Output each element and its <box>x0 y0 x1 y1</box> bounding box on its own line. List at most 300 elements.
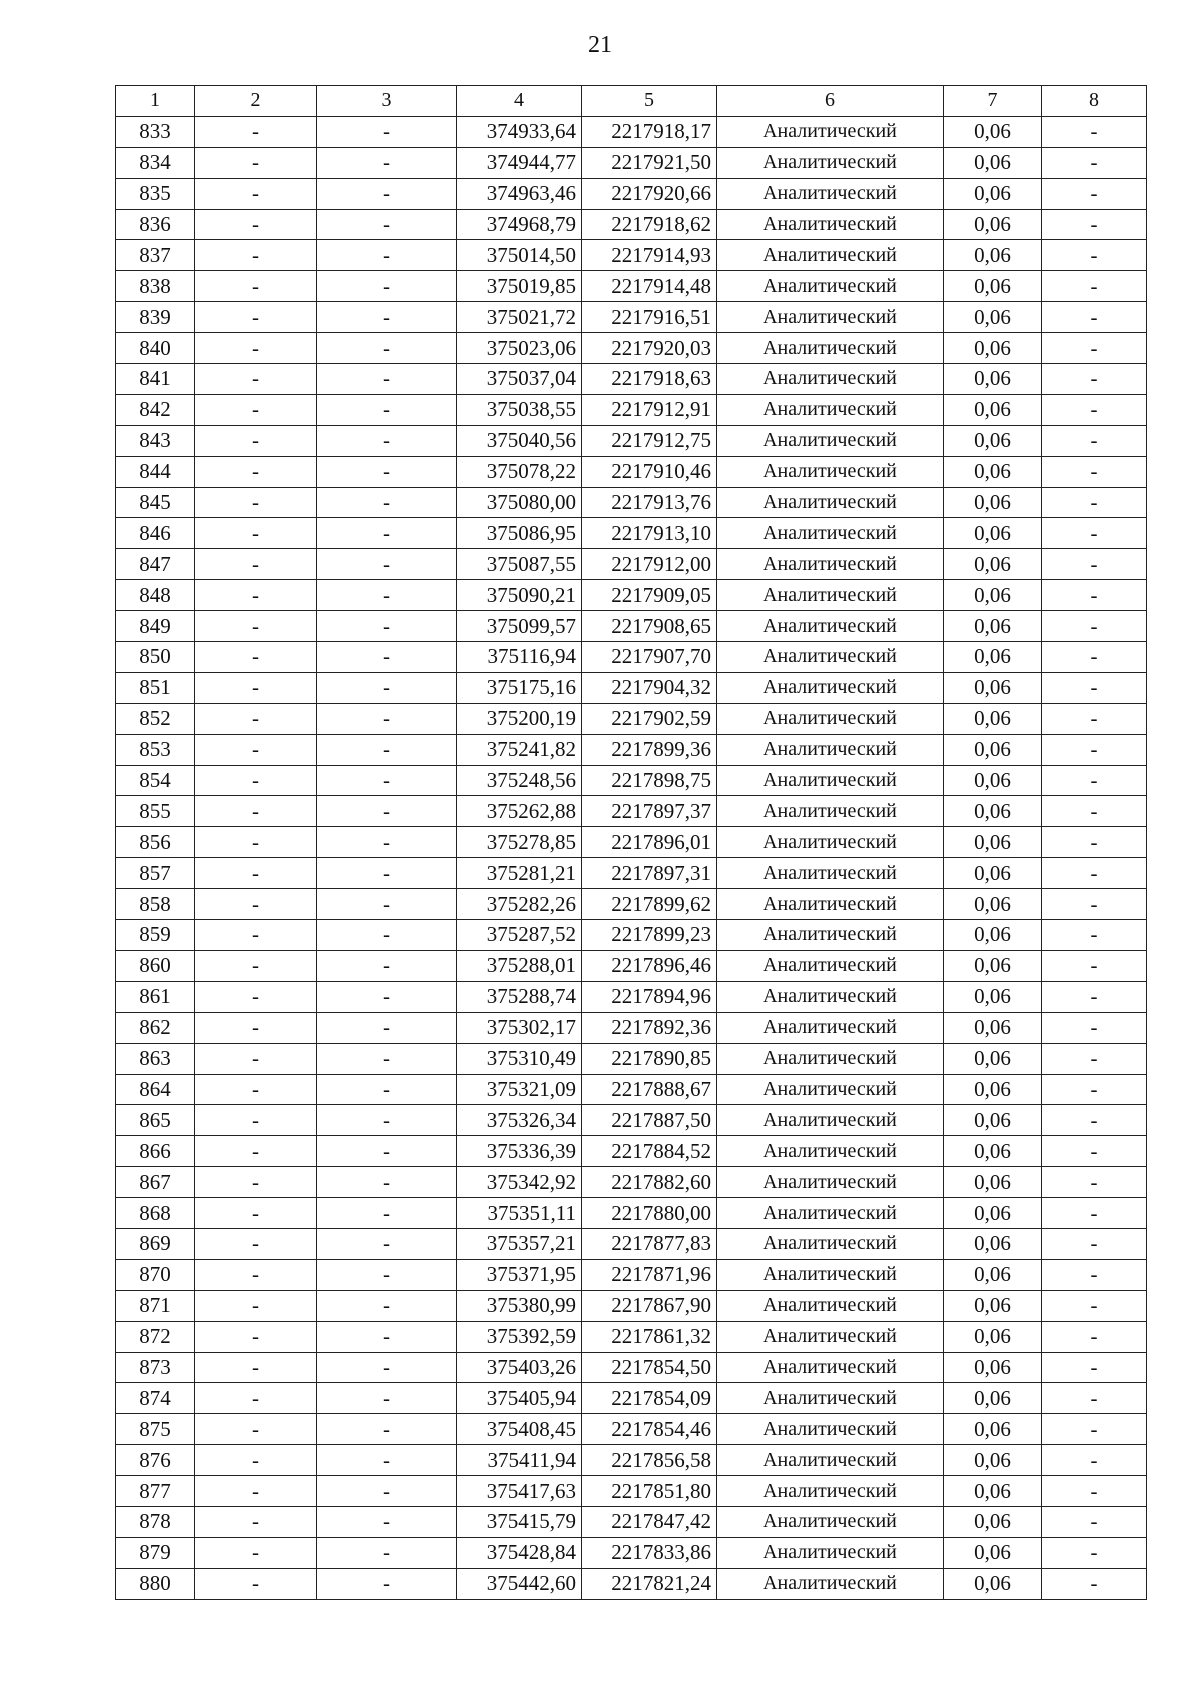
method-cell: Аналитический <box>717 1537 944 1568</box>
col3-cell: - <box>317 950 457 981</box>
table-row <box>116 950 1147 981</box>
point-number-cell: 837 <box>116 240 195 271</box>
y-coordinate-cell: 2217847,42 <box>582 1506 717 1537</box>
y-coordinate-cell: 2217918,63 <box>582 364 717 395</box>
col3-cell: - <box>317 1012 457 1043</box>
y-coordinate-cell: 2217909,05 <box>582 580 717 611</box>
col8-cell: - <box>1042 950 1147 981</box>
table-row <box>116 1290 1147 1321</box>
point-number-cell: 845 <box>116 487 195 518</box>
col2-cell: - <box>195 734 317 765</box>
method-cell: Аналитический <box>717 302 944 333</box>
y-coordinate-cell: 2217920,03 <box>582 333 717 364</box>
col8-cell: - <box>1042 271 1147 302</box>
accuracy-cell: 0,06 <box>944 1105 1042 1136</box>
point-number-cell: 857 <box>116 858 195 889</box>
col8-cell: - <box>1042 1537 1147 1568</box>
header-cell: 4 <box>457 86 582 117</box>
accuracy-cell: 0,06 <box>944 1259 1042 1290</box>
point-number-cell: 856 <box>116 827 195 858</box>
method-cell: Аналитический <box>717 1383 944 1414</box>
col8-cell: - <box>1042 549 1147 580</box>
col8-cell: - <box>1042 178 1147 209</box>
point-number-cell: 842 <box>116 394 195 425</box>
x-coordinate-cell: 375200,19 <box>457 703 582 734</box>
y-coordinate-cell: 2217914,48 <box>582 271 717 302</box>
method-cell: Аналитический <box>717 1198 944 1229</box>
col3-cell: - <box>317 1074 457 1105</box>
col2-cell: - <box>195 1321 317 1352</box>
method-cell: Аналитический <box>717 1414 944 1445</box>
accuracy-cell: 0,06 <box>944 642 1042 673</box>
point-number-cell: 858 <box>116 889 195 920</box>
accuracy-cell: 0,06 <box>944 240 1042 271</box>
y-coordinate-cell: 2217856,58 <box>582 1445 717 1476</box>
x-coordinate-cell: 375288,74 <box>457 981 582 1012</box>
x-coordinate-cell: 375417,63 <box>457 1476 582 1507</box>
col3-cell: - <box>317 302 457 333</box>
table-row <box>116 1074 1147 1105</box>
accuracy-cell: 0,06 <box>944 1228 1042 1259</box>
x-coordinate-cell: 375411,94 <box>457 1445 582 1476</box>
x-coordinate-cell: 375019,85 <box>457 271 582 302</box>
col3-cell: - <box>317 1290 457 1321</box>
col8-cell: - <box>1042 1352 1147 1383</box>
table-row <box>116 734 1147 765</box>
table-row <box>116 858 1147 889</box>
x-coordinate-cell: 375278,85 <box>457 827 582 858</box>
x-coordinate-cell: 375014,50 <box>457 240 582 271</box>
method-cell: Аналитический <box>717 1352 944 1383</box>
method-cell: Аналитический <box>717 889 944 920</box>
point-number-cell: 855 <box>116 796 195 827</box>
x-coordinate-cell: 375116,94 <box>457 642 582 673</box>
col8-cell: - <box>1042 1506 1147 1537</box>
x-coordinate-cell: 374933,64 <box>457 116 582 147</box>
col2-cell: - <box>195 549 317 580</box>
table-row <box>116 1352 1147 1383</box>
point-number-cell: 836 <box>116 209 195 240</box>
x-coordinate-cell: 375403,26 <box>457 1352 582 1383</box>
point-number-cell: 848 <box>116 580 195 611</box>
point-number-cell: 838 <box>116 271 195 302</box>
point-number-cell: 841 <box>116 364 195 395</box>
col8-cell: - <box>1042 1321 1147 1352</box>
col2-cell: - <box>195 1383 317 1414</box>
accuracy-cell: 0,06 <box>944 981 1042 1012</box>
accuracy-cell: 0,06 <box>944 364 1042 395</box>
col8-cell: - <box>1042 394 1147 425</box>
accuracy-cell: 0,06 <box>944 1476 1042 1507</box>
x-coordinate-cell: 375040,56 <box>457 425 582 456</box>
col8-cell: - <box>1042 981 1147 1012</box>
col3-cell: - <box>317 1537 457 1568</box>
col8-cell: - <box>1042 734 1147 765</box>
x-coordinate-cell: 374968,79 <box>457 209 582 240</box>
y-coordinate-cell: 2217898,75 <box>582 765 717 796</box>
method-cell: Аналитический <box>717 425 944 456</box>
y-coordinate-cell: 2217854,50 <box>582 1352 717 1383</box>
col2-cell: - <box>195 1414 317 1445</box>
col8-cell: - <box>1042 116 1147 147</box>
col8-cell: - <box>1042 1383 1147 1414</box>
col8-cell: - <box>1042 889 1147 920</box>
y-coordinate-cell: 2217877,83 <box>582 1228 717 1259</box>
col2-cell: - <box>195 1506 317 1537</box>
method-cell: Аналитический <box>717 456 944 487</box>
col2-cell: - <box>195 796 317 827</box>
col3-cell: - <box>317 147 457 178</box>
col3-cell: - <box>317 1198 457 1229</box>
method-cell: Аналитический <box>717 394 944 425</box>
table-row <box>116 518 1147 549</box>
col3-cell: - <box>317 703 457 734</box>
accuracy-cell: 0,06 <box>944 1167 1042 1198</box>
y-coordinate-cell: 2217897,31 <box>582 858 717 889</box>
x-coordinate-cell: 374944,77 <box>457 147 582 178</box>
x-coordinate-cell: 375380,99 <box>457 1290 582 1321</box>
col2-cell: - <box>195 302 317 333</box>
table-row <box>116 487 1147 518</box>
col8-cell: - <box>1042 1568 1147 1599</box>
col3-cell: - <box>317 1228 457 1259</box>
col8-cell: - <box>1042 1290 1147 1321</box>
method-cell: Аналитический <box>717 1445 944 1476</box>
table-row <box>116 1537 1147 1568</box>
y-coordinate-cell: 2217833,86 <box>582 1537 717 1568</box>
method-cell: Аналитический <box>717 178 944 209</box>
table-row <box>116 1506 1147 1537</box>
method-cell: Аналитический <box>717 1259 944 1290</box>
col8-cell: - <box>1042 1198 1147 1229</box>
accuracy-cell: 0,06 <box>944 858 1042 889</box>
col3-cell: - <box>317 333 457 364</box>
col3-cell: - <box>317 1445 457 1476</box>
accuracy-cell: 0,06 <box>944 333 1042 364</box>
point-number-cell: 876 <box>116 1445 195 1476</box>
col3-cell: - <box>317 1167 457 1198</box>
accuracy-cell: 0,06 <box>944 1352 1042 1383</box>
point-number-cell: 840 <box>116 333 195 364</box>
col2-cell: - <box>195 1105 317 1136</box>
point-number-cell: 846 <box>116 518 195 549</box>
col8-cell: - <box>1042 240 1147 271</box>
x-coordinate-cell: 375310,49 <box>457 1043 582 1074</box>
col8-cell: - <box>1042 765 1147 796</box>
col8-cell: - <box>1042 920 1147 951</box>
y-coordinate-cell: 2217867,90 <box>582 1290 717 1321</box>
x-coordinate-cell: 375087,55 <box>457 549 582 580</box>
col8-cell: - <box>1042 425 1147 456</box>
accuracy-cell: 0,06 <box>944 889 1042 920</box>
col8-cell: - <box>1042 147 1147 178</box>
x-coordinate-cell: 375321,09 <box>457 1074 582 1105</box>
y-coordinate-cell: 2217899,23 <box>582 920 717 951</box>
method-cell: Аналитический <box>717 858 944 889</box>
x-coordinate-cell: 375371,95 <box>457 1259 582 1290</box>
point-number-cell: 849 <box>116 611 195 642</box>
table-row <box>116 364 1147 395</box>
col3-cell: - <box>317 518 457 549</box>
col8-cell: - <box>1042 1043 1147 1074</box>
table-row <box>116 889 1147 920</box>
point-number-cell: 880 <box>116 1568 195 1599</box>
method-cell: Аналитический <box>717 1568 944 1599</box>
col2-cell: - <box>195 1136 317 1167</box>
point-number-cell: 852 <box>116 703 195 734</box>
x-coordinate-cell: 375302,17 <box>457 1012 582 1043</box>
table-row <box>116 209 1147 240</box>
accuracy-cell: 0,06 <box>944 271 1042 302</box>
col8-cell: - <box>1042 1414 1147 1445</box>
col2-cell: - <box>195 456 317 487</box>
col3-cell: - <box>317 611 457 642</box>
y-coordinate-cell: 2217914,93 <box>582 240 717 271</box>
table-row <box>116 1259 1147 1290</box>
method-cell: Аналитический <box>717 580 944 611</box>
col3-cell: - <box>317 889 457 920</box>
x-coordinate-cell: 375078,22 <box>457 456 582 487</box>
point-number-cell: 853 <box>116 734 195 765</box>
col3-cell: - <box>317 1506 457 1537</box>
table-row <box>116 580 1147 611</box>
table-row <box>116 333 1147 364</box>
col3-cell: - <box>317 487 457 518</box>
method-cell: Аналитический <box>717 116 944 147</box>
col3-cell: - <box>317 827 457 858</box>
x-coordinate-cell: 375405,94 <box>457 1383 582 1414</box>
x-coordinate-cell: 374963,46 <box>457 178 582 209</box>
table-row <box>116 1568 1147 1599</box>
col8-cell: - <box>1042 1476 1147 1507</box>
x-coordinate-cell: 375248,56 <box>457 765 582 796</box>
point-number-cell: 869 <box>116 1228 195 1259</box>
y-coordinate-cell: 2217888,67 <box>582 1074 717 1105</box>
x-coordinate-cell: 375037,04 <box>457 364 582 395</box>
method-cell: Аналитический <box>717 333 944 364</box>
x-coordinate-cell: 375281,21 <box>457 858 582 889</box>
point-number-cell: 851 <box>116 672 195 703</box>
point-number-cell: 873 <box>116 1352 195 1383</box>
col3-cell: - <box>317 425 457 456</box>
x-coordinate-cell: 375442,60 <box>457 1568 582 1599</box>
x-coordinate-cell: 375262,88 <box>457 796 582 827</box>
accuracy-cell: 0,06 <box>944 796 1042 827</box>
table-row <box>116 920 1147 951</box>
header-cell: 8 <box>1042 86 1147 117</box>
y-coordinate-cell: 2217920,66 <box>582 178 717 209</box>
accuracy-cell: 0,06 <box>944 672 1042 703</box>
table-row <box>116 827 1147 858</box>
accuracy-cell: 0,06 <box>944 518 1042 549</box>
point-number-cell: 875 <box>116 1414 195 1445</box>
x-coordinate-cell: 375408,45 <box>457 1414 582 1445</box>
y-coordinate-cell: 2217921,50 <box>582 147 717 178</box>
header-cell: 5 <box>582 86 717 117</box>
col3-cell: - <box>317 209 457 240</box>
table-row <box>116 1043 1147 1074</box>
y-coordinate-cell: 2217902,59 <box>582 703 717 734</box>
col2-cell: - <box>195 1537 317 1568</box>
method-cell: Аналитический <box>717 734 944 765</box>
accuracy-cell: 0,06 <box>944 1043 1042 1074</box>
col2-cell: - <box>195 703 317 734</box>
accuracy-cell: 0,06 <box>944 1290 1042 1321</box>
table-row <box>116 178 1147 209</box>
accuracy-cell: 0,06 <box>944 765 1042 796</box>
y-coordinate-cell: 2217884,52 <box>582 1136 717 1167</box>
method-cell: Аналитический <box>717 487 944 518</box>
col2-cell: - <box>195 1352 317 1383</box>
y-coordinate-cell: 2217910,46 <box>582 456 717 487</box>
col8-cell: - <box>1042 302 1147 333</box>
col2-cell: - <box>195 333 317 364</box>
col8-cell: - <box>1042 611 1147 642</box>
x-coordinate-cell: 375086,95 <box>457 518 582 549</box>
point-number-cell: 839 <box>116 302 195 333</box>
point-number-cell: 862 <box>116 1012 195 1043</box>
col2-cell: - <box>195 271 317 302</box>
col3-cell: - <box>317 1043 457 1074</box>
method-cell: Аналитический <box>717 920 944 951</box>
col2-cell: - <box>195 765 317 796</box>
col8-cell: - <box>1042 796 1147 827</box>
x-coordinate-cell: 375336,39 <box>457 1136 582 1167</box>
col3-cell: - <box>317 178 457 209</box>
col3-cell: - <box>317 734 457 765</box>
point-number-cell: 834 <box>116 147 195 178</box>
x-coordinate-cell: 375038,55 <box>457 394 582 425</box>
col2-cell: - <box>195 672 317 703</box>
x-coordinate-cell: 375357,21 <box>457 1228 582 1259</box>
table-row <box>116 796 1147 827</box>
accuracy-cell: 0,06 <box>944 1198 1042 1229</box>
col2-cell: - <box>195 425 317 456</box>
method-cell: Аналитический <box>717 1074 944 1105</box>
point-number-cell: 872 <box>116 1321 195 1352</box>
y-coordinate-cell: 2217894,96 <box>582 981 717 1012</box>
col2-cell: - <box>195 1074 317 1105</box>
point-number-cell: 861 <box>116 981 195 1012</box>
col8-cell: - <box>1042 1445 1147 1476</box>
point-number-cell: 835 <box>116 178 195 209</box>
col3-cell: - <box>317 1414 457 1445</box>
col3-cell: - <box>317 672 457 703</box>
point-number-cell: 863 <box>116 1043 195 1074</box>
header-cell: 6 <box>717 86 944 117</box>
y-coordinate-cell: 2217890,85 <box>582 1043 717 1074</box>
col2-cell: - <box>195 1445 317 1476</box>
header-cell: 1 <box>116 86 195 117</box>
x-coordinate-cell: 375021,72 <box>457 302 582 333</box>
x-coordinate-cell: 375023,06 <box>457 333 582 364</box>
col2-cell: - <box>195 611 317 642</box>
table-row <box>116 271 1147 302</box>
col2-cell: - <box>195 240 317 271</box>
col3-cell: - <box>317 1105 457 1136</box>
accuracy-cell: 0,06 <box>944 1136 1042 1167</box>
col2-cell: - <box>195 1012 317 1043</box>
y-coordinate-cell: 2217896,46 <box>582 950 717 981</box>
y-coordinate-cell: 2217887,50 <box>582 1105 717 1136</box>
accuracy-cell: 0,06 <box>944 950 1042 981</box>
y-coordinate-cell: 2217907,70 <box>582 642 717 673</box>
y-coordinate-cell: 2217821,24 <box>582 1568 717 1599</box>
accuracy-cell: 0,06 <box>944 1445 1042 1476</box>
y-coordinate-cell: 2217871,96 <box>582 1259 717 1290</box>
x-coordinate-cell: 375351,11 <box>457 1198 582 1229</box>
point-number-cell: 850 <box>116 642 195 673</box>
method-cell: Аналитический <box>717 1043 944 1074</box>
accuracy-cell: 0,06 <box>944 302 1042 333</box>
accuracy-cell: 0,06 <box>944 209 1042 240</box>
col2-cell: - <box>195 1228 317 1259</box>
accuracy-cell: 0,06 <box>944 827 1042 858</box>
table-row <box>116 1445 1147 1476</box>
method-cell: Аналитический <box>717 549 944 580</box>
col2-cell: - <box>195 1476 317 1507</box>
x-coordinate-cell: 375099,57 <box>457 611 582 642</box>
col2-cell: - <box>195 209 317 240</box>
accuracy-cell: 0,06 <box>944 425 1042 456</box>
y-coordinate-cell: 2217851,80 <box>582 1476 717 1507</box>
y-coordinate-cell: 2217854,46 <box>582 1414 717 1445</box>
method-cell: Аналитический <box>717 1105 944 1136</box>
point-number-cell: 866 <box>116 1136 195 1167</box>
col3-cell: - <box>317 796 457 827</box>
y-coordinate-cell: 2217916,51 <box>582 302 717 333</box>
point-number-cell: 870 <box>116 1259 195 1290</box>
method-cell: Аналитический <box>717 796 944 827</box>
header-cell: 3 <box>317 86 457 117</box>
point-number-cell: 859 <box>116 920 195 951</box>
table-row <box>116 981 1147 1012</box>
table-body <box>116 86 1147 1600</box>
method-cell: Аналитический <box>717 1476 944 1507</box>
col2-cell: - <box>195 889 317 920</box>
col8-cell: - <box>1042 209 1147 240</box>
accuracy-cell: 0,06 <box>944 116 1042 147</box>
table-row <box>116 1105 1147 1136</box>
header-cell: 2 <box>195 86 317 117</box>
coordinates-table <box>115 85 1147 1600</box>
col8-cell: - <box>1042 333 1147 364</box>
col2-cell: - <box>195 364 317 395</box>
col2-cell: - <box>195 1290 317 1321</box>
col2-cell: - <box>195 920 317 951</box>
accuracy-cell: 0,06 <box>944 1012 1042 1043</box>
x-coordinate-cell: 375326,34 <box>457 1105 582 1136</box>
table-header-row <box>116 86 1147 117</box>
point-number-cell: 847 <box>116 549 195 580</box>
col8-cell: - <box>1042 858 1147 889</box>
table-row <box>116 1414 1147 1445</box>
table-row <box>116 1167 1147 1198</box>
col3-cell: - <box>317 920 457 951</box>
table-row <box>116 1321 1147 1352</box>
y-coordinate-cell: 2217918,17 <box>582 116 717 147</box>
point-number-cell: 877 <box>116 1476 195 1507</box>
accuracy-cell: 0,06 <box>944 1414 1042 1445</box>
point-number-cell: 879 <box>116 1537 195 1568</box>
col3-cell: - <box>317 1352 457 1383</box>
method-cell: Аналитический <box>717 518 944 549</box>
point-number-cell: 878 <box>116 1506 195 1537</box>
col2-cell: - <box>195 1568 317 1599</box>
y-coordinate-cell: 2217899,36 <box>582 734 717 765</box>
x-coordinate-cell: 375415,79 <box>457 1506 582 1537</box>
x-coordinate-cell: 375342,92 <box>457 1167 582 1198</box>
